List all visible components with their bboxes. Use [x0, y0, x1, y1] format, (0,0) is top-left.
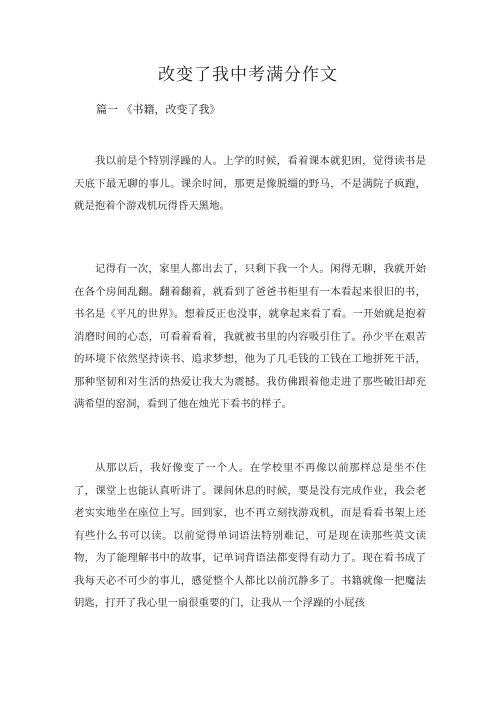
document-title: 改变了我中考满分作文	[158, 65, 338, 85]
paragraph-2: 记得有一次，家里人都出去了，只剩下我一个人。闲得无聊，我就开始在各个房间乱翻。翻着翻着，就看到了爸爸书柜里有一本看起来很旧的书，书名是《平凡的世界》。想着反正也没事，就拿起来看了看。一开始就是抱着消磨时间的心态，可看着看着，我就被书里的内容吸引住了。孙少平在艰苦的环境下依然坚持读书、追求梦想，他为了几毛钱的工钱在工地拼死干活，那种坚韧和对生活的热爱让我大为震撼。我仿佛跟着他走进了那些破旧却充满希望的窑洞，看到了他在烛光下看书的样子。	[74, 263, 426, 410]
paragraph-1: 我以前是个特别浮躁的人。上学的时候，看着课本就犯困，觉得读书是天底下最无聊的事儿。课余时间，那更是像脱缰的野马，不是满院子疯跑，就是抱着个游戏机玩得昏天黑地。	[74, 155, 426, 212]
section-heading: 篇一 《书籍，改变了我》	[96, 103, 221, 116]
paragraph-3: 从那以后，我好像变了一个人。在学校里不再像以前那样总是坐不住了，课堂上也能认真听讲了。课间休息的时候，要是没有完成作业，我会老老实实地坐在座位上写。回到家，也不再立刻找游戏机，而是看看书架上还有些什么书可以读。以前觉得单词语法特别难记，可是现在读那些英文读物，为了能理解书中的故事，记单词背语法都变得有动力了。现在看书成了我每天必不可少的事儿，感觉整个人都比以前沉静多了。书籍就像一把魔法钥匙，打开了我心里一扇很重要的门，让我从一个浮躁的小屁孩	[74, 462, 426, 609]
